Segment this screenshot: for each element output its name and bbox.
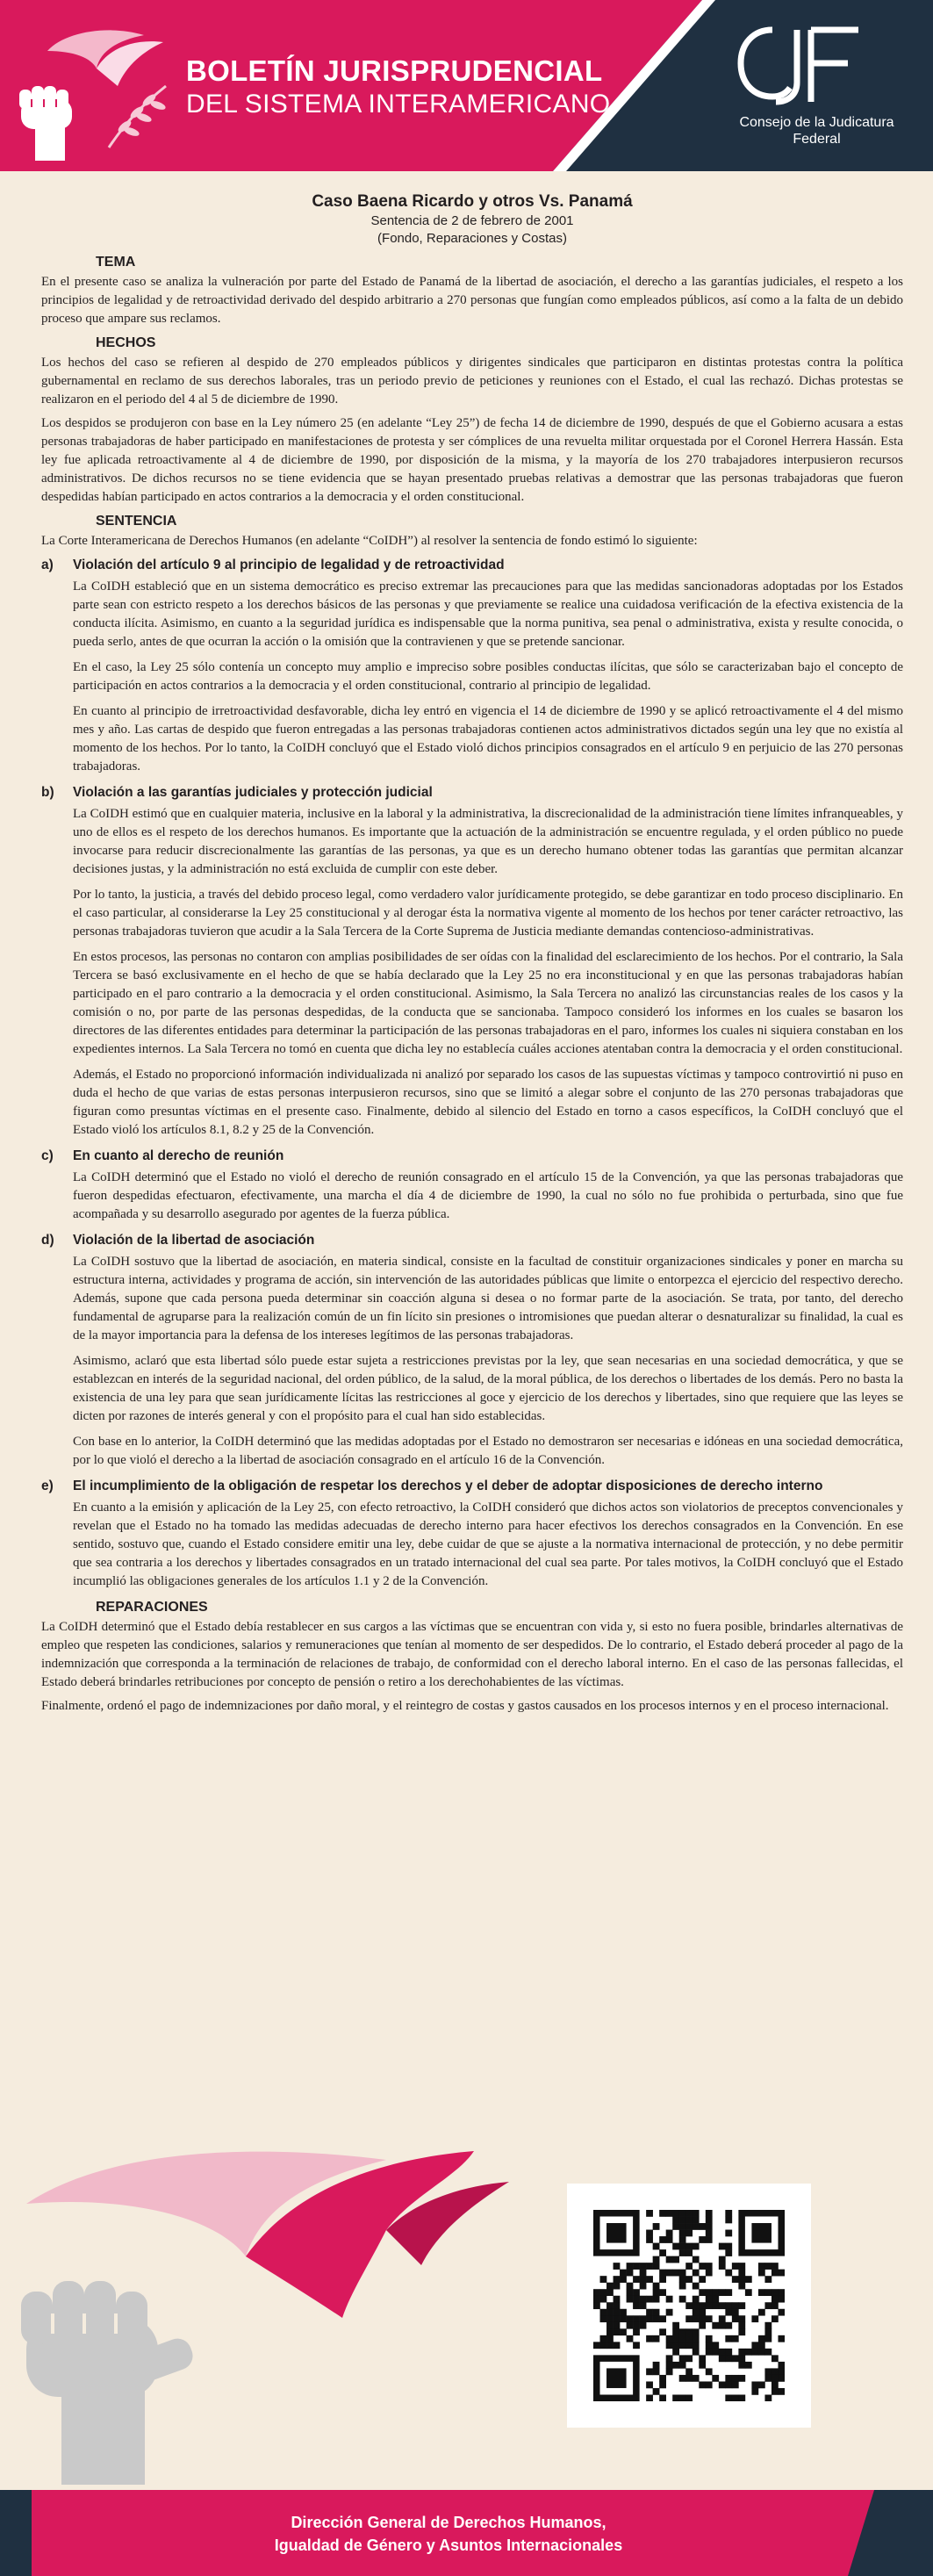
footer-line-2: Igualdad de Género y Asuntos Internacionales [274, 2536, 623, 2554]
subsection-title: Violación a las garantías judiciales y protección judicial [73, 785, 433, 800]
subsection-letter: d) [41, 1233, 54, 1248]
subsection-letter: a) [41, 558, 54, 572]
subsection-paragraph: Asimismo, aclaró que esta libertad sólo puede estar sujeta a restricciones previstas por la ley, que sean necesarias en una sociedad democrática, y que se establezcan en interés de la seguridad nacional, del orden público, de la salud, de la moral pública, de los derechos o libertades de los demás. Pero no basta la existencia de una ley para que sean jurídicamente lícitas las restricciones al goce y ejercicio de los derechos y libertades, sino que requiere que las leyes se dicten por razones de interés general y con el propósito para el cual han sido establecidas. [73, 1354, 903, 1423]
footer-text [32, 2511, 865, 2557]
case-title: Caso Baena Ricardo y otros Vs. Panamá [312, 192, 633, 211]
subsection-title: En cuanto al derecho de reunión [73, 1148, 284, 1163]
cjf-logo-icon [736, 19, 864, 107]
subsection-paragraph: Además, el Estado no proporcionó información individualizada ni analizó por separado los casos de las supuestas víctimas y tampoco controvirtió ni puso en duda el hecho de que varias de estas personas interpusieron recursos, sino que se limitó a alegar sobre el conjunto de las 270 personas trabajadoras que figuran como presuntas víctimas en el presente caso. Finalmente, debido al silencio del Estado en torno a casos específicos, la CoIDH concluyó que el Estado violó los artículos 8.1, 8.2 y 25 de la Convención. [73, 1068, 903, 1137]
bulletin-subtitle: DEL SISTEMA INTERAMERICANO [186, 90, 611, 119]
subsection-paragraph: Por lo tanto, la justicia, a través del debido proceso legal, como verdadero valor jurídicamente protegido, se debe garantizar en todo proceso disciplinario. En el caso particular, al considerarse la Ley 25 constitucional y al derogar ésta la normativa vigente al momento de los hechos por tener carácter retroactivo, las personas trabajadoras tuvieron que acudir a la Sala Tercera de la Corte Suprema de Justicia mediante demandas contencioso-administrativas. [73, 888, 903, 939]
case-type: (Fondo, Reparaciones y Costas) [377, 231, 567, 246]
subsection-paragraph: La CoIDH determinó que el Estado no violó el derecho de reunión consagrado en el artículo 15 de la Convención, ya que las personas trabajadoras que fueron despedidas efectuaron, efectivamente, una marcha el día 4 de diciembre de 1990, la cual no sólo no fue prohibida o perturbada, sino que fue acompañada y su desarrollo asegurado por agentes de la fuerza pública. [73, 1170, 903, 1221]
section-heading-sentencia: SENTENCIA [96, 514, 177, 529]
subsection-title: Violación de la libertad de asociación [73, 1233, 315, 1248]
bulletin-body [41, 191, 903, 1721]
qr-code-icon [593, 2210, 785, 2401]
subsection-heading [41, 1147, 903, 1165]
tema-paragraph: En el presente caso se analiza la vulneración por parte del Estado de Panamá de la libertad de asociación, el derecho a las garantías judiciales, el respeto a los principios de legalidad y de retroactividad derivado del despido arbitrario a 270 personas que fungían como empleados públicos, así como a la falta de un debido proceso que ampare sus reclamos. [41, 275, 903, 326]
subsection-letter: b) [41, 785, 54, 800]
institution-name: Consejo de la Judicatura Federal [739, 115, 894, 147]
fist-dove-illustration-icon [0, 2098, 562, 2485]
reparaciones-paragraph: La CoIDH determinó que el Estado debía restablecer en sus cargos a las víctimas que se encuentran con vida y, si esto no fuera posible, brindarles alternativas de empleo que respeten las condiciones, salarios y remuneraciones que tenían al momento de ser despedidos. De lo contrario, el Estado deberá proceder al pago de la indemnización que corresponda a la terminación de relaciones de trabajo, de conformidad con el derecho laboral interno. En el caso de las personas fallecidas, el Estado deberá brindarles retribuciones por concepto de pensión o retiro a los derechohabientes de las víctimas. [41, 1620, 903, 1689]
hechos-paragraph: Los hechos del caso se refieren al despido de 270 empleados públicos y dirigentes sindicales que participaron en distintas protestas contra la política gubernamental en reclamo de sus derechos laborales, tras un periodo previo de peticiones y reuniones con el Estado, el cual las rechazó. Dichas protestas se realizaron en el periodo del 4 al 5 de diciembre de 1990. [41, 356, 903, 407]
section-heading-reparaciones: REPARACIONES [96, 1600, 208, 1615]
subsection-heading [41, 556, 903, 574]
subsection-title: Violación del artículo 9 al principio de legalidad y de retroactividad [73, 558, 505, 572]
reparaciones-paragraph: Finalmente, ordenó el pago de indemnizaciones por daño moral, y el reintegro de costas y gastos causados en los procesos internos y en el proceso internacional. [41, 1699, 889, 1713]
subsection-paragraph: La CoIDH estableció que en un sistema democrático es preciso extremar las precauciones para que las medidas sancionadoras adoptadas por los Estados parte sean con estricto respeto a los derechos básicos de las personas y que previamente se realice una cuidadosa verificación de la efectiva existencia de la conducta ilícita. Asimismo, en cuanto a la seguridad jurídica es indispensable que la norma punitiva, sea penal o administrativa, exista y resulte conocida, o pueda serlo, antes de que ocurran la acción o la omisión que la contravienen y que se pretende sancionar. [73, 579, 903, 649]
subsection-letter: e) [41, 1479, 54, 1493]
hechos-paragraph: Los despidos se produjeron con base en la Ley número 25 (en adelante “Ley 25”) de fecha 14 de diciembre de 1990, después de que el Gobierno acusara a estas personas trabajadoras de haber participado en manifestaciones de protesta y ser cómplices de una revuelta militar orquestada por el Coronel Herrera Hassán. Esta ley fue aplicada retroactivamente al 4 de diciembre de 1990, por disposición de la misma, y la mayoría de los 270 trabajadores interpusieron recursos administrativos. De dichos recursos no se tiene evidencia que se hayan presentado pruebas relativas a demostrar que las personas trabajadoras que fueron despedidas habían participado en actos contrarios a la democracia y el orden constitucional. [41, 416, 903, 504]
dove-fist-logo-icon [12, 16, 179, 161]
bulletin-title: BOLETÍN JURISPRUDENCIAL [186, 54, 603, 87]
subsection-paragraph: La CoIDH estimó que en cualquier materia, inclusive en la laboral y la administrativa, la discrecionalidad de la administración tiene límites infranqueables, y uno de ellos es el respeto de los derechos humanos. Es importante que la actuación de la administración se encuentre regulada, y el orden público no puede invocarse para reducir discrecionalmente las garantías de las personas, ya que es un derecho humano obtener todas las garantías que permitan alcanzar decisiones justas, y la administración no está excluida de cumplir con este deber. [73, 807, 903, 876]
subsection-letter: c) [41, 1148, 54, 1163]
subsection-heading [41, 783, 903, 802]
subsection-paragraph: Con base en lo anterior, la CoIDH determinó que las medidas adoptadas por el Estado no demostraron ser necesarias e idóneas en una sociedad democrática, por lo que violó el derecho a la libertad de asociación consagrado en el artículo 16 de la Convención. [73, 1435, 903, 1467]
subsection-paragraph: En cuanto a la emisión y aplicación de la Ley 25, con efecto retroactivo, la CoIDH consideró que dichos actos son violatorios de preceptos convencionales y revelan que el Estado no ha tomado las medidas adecuadas de derecho interno para hacer efectivos los derechos consagrados en la Convención. En ese sentido, sostuvo que, cuando el Estado considere emitir una ley, debe cuidar de que se ajuste a la normativa internacional de protección, y no debe permitir que sea contraria a los derechos y libertades consagrados en un tratado internacional del cual sea parte. Por tales motivos, la CoIDH concluyó que el Estado incumplió las obligaciones generales de los artículos 1.1 y 2 de la Convención. [73, 1500, 903, 1588]
subsection-heading [41, 1231, 903, 1249]
subsection-title: El incumplimiento de la obligación de respetar los derechos y el deber de adoptar disposiciones de derecho interno [73, 1479, 823, 1493]
section-heading-tema: TEMA [96, 255, 136, 270]
sentencia-intro: La Corte Interamericana de Derechos Humanos (en adelante “CoIDH”) al resolver la sentencia de fondo estimó lo siguiente: [41, 534, 698, 548]
subsection-paragraph: En el caso, la Ley 25 sólo contenía un concepto muy amplio e impreciso sobre posibles conductas ilícitas, que sólo se caracterizaban bajo el concepto de participación en actos contrarios a la democracia y el orden constitucional, contrario al principio de legalidad. [73, 660, 903, 693]
qr-code[interactable] [567, 2184, 811, 2428]
subsection-paragraph: La CoIDH sostuvo que la libertad de asociación, en materia sindical, consiste en la facultad de constituir organizaciones sindicales y poner en marcha su estructura interna, actividades y programa de acción, sin intervención de las autoridades públicas que limite o entorpezca el ejercicio del respectivo derecho. Además, supone que cada persona pueda determinar sin coacción alguna si desea o no formar parte de la asociación. Se trata, por tanto, del derecho fundamental de agruparse para la realización común de un fin lícito sin presiones o intromisiones que puedan alterar o desnaturalizar su finalidad, la cual es de la mayor importancia para la defensa de los intereses legítimos de las personas trabajadoras. [73, 1255, 903, 1342]
subsection-heading [41, 1477, 903, 1495]
subsection-paragraph: En estos procesos, las personas no contaron con amplias posibilidades de ser oídas con la finalidad del esclarecimiento de los hechos. Por el contrario, la Sala Tercera se basó exclusivamente en el hecho de que se había declarado que la Ley 25 no era inconstitucional y en que las personas trabajadoras habían participado en el paro contrario a la democracia y el orden constitucional. Asimismo, la Sala Tercera no analizó las circunstancias reales de los casos y la comisión o no, por parte de las personas despedidas, de la conducta que se sancionaba. Tampoco consideró los informes en los cuales se basaron los directores de las diferentes entidades para determinar la participación de las personas trabajadoras en el paro, informes los cuales ni siquiera constaban en los expedientes internos. La Sala Tercera no tomó en cuenta que dicha ley no establecía cuáles acciones atentaban contra la democracia y el orden constitucional. [73, 950, 903, 1056]
section-heading-hechos: HECHOS [96, 335, 156, 350]
footer-line-1: Dirección General de Derechos Humanos, [291, 2514, 606, 2531]
case-date: Sentencia de 2 de febrero de 2001 [370, 213, 574, 228]
subsection-paragraph: En cuanto al principio de irretroactividad desfavorable, dicha ley entró en vigencia el 14 de diciembre de 1990 y se aplicó retroactivamente el 4 del mismo mes y año. Las cartas de despido que fueron entregadas a las personas trabajadoras contienen actos administrativos dictados según una ley que no existía al momento de los hechos. Por lo tanto, la CoIDH concluyó que el Estado violó dichos principios consagrados en el artículo 9 en perjuicio de las 270 personas trabajadoras. [73, 704, 903, 774]
